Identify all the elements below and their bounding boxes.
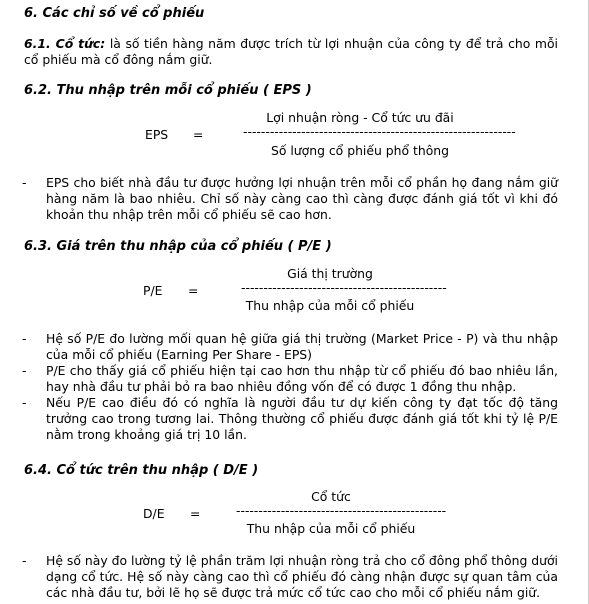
list-item: - P/E cho thấy giá cổ phiếu hiện tại cao hơn thu nhập từ cổ phiếu đó bao nhiêu lần, hay nhà đầu tư phải bỏ ra bao nhiêu đồng vốn để có được 1 đồng thu nhập. [22,363,558,394]
formula-pe-numerator: Giá thị trường [287,266,373,281]
list-item: - Hệ số P/E đo lường mối quan hệ giữa giá thị trường (Market Price - P) và thu nhập của mỗi cổ phiếu (Earning Per Share - EPS) [22,331,558,362]
list-eps [0,175,589,223]
formula-de-fraction-line: ----------------------------------------------- [236,503,447,518]
formula-pe-equals: = [188,283,199,298]
heading-pe: 6.3. Giá trên thu nhập của cổ phiếu ( P/E ) [24,239,332,254]
formula-eps-fraction-line: ------------------------------------------------------------- [243,124,516,139]
formula-eps-numerator: Lợi nhuận ròng - Cổ tức ưu đãi [266,110,454,125]
formula-de-numerator: Cổ tức [311,489,351,504]
heading-eps: 6.2. Thu nhập trên mỗi cổ phiếu ( EPS ) [24,83,312,98]
list-de [0,553,589,601]
formula-de-name: D/E [143,506,165,521]
formula-de-denominator: Thu nhập của mỗi cổ phiếu [246,521,416,536]
formula-de-equals: = [190,506,201,521]
heading-de: 6.4. Cổ tức trên thu nhập ( D/E ) [24,463,259,478]
formula-pe-fraction-line: ---------------------------------------------- [241,280,447,295]
list-item: - Nếu P/E cao điều đó có nghĩa là người đầu tư dự kiến công ty đạt tốc độ tăng trưởng cao trong tương lai. Thông thường cổ phiếu được đánh giá tốt khi tỷ lệ P/E nằm trong khoảng giá trị 10 lần. [22,395,558,442]
list-item: - Hệ số này đo lường tỷ lệ phần trăm lợi nhuận ròng trả cho cổ đông phổ thông dưới dạng cổ tức. Hệ số này càng cao thì cổ phiếu đó càng nhận được sự quan tâm của các nhà đầu tư, bởi lẽ họ sẽ được trả mức cổ tức cao cho mỗi cổ phiếu nắm giữ. [22,553,558,600]
list-item: - EPS cho biết nhà đầu tư được hưởng lợi nhuận trên mỗi cổ phần họ đang nắm giữ hàng năm là bao nhiêu. Chỉ số này càng cao thì càng được đánh giá tốt vì khi đó khoản thu nhập trên mỗi cổ phiếu sẽ cao hơn. [22,175,558,222]
dividend-definition: là số tiền hàng năm được trích từ lợi nhuận của công ty để trả cho mỗi cổ phiếu mà cổ đông nắm giữ. [24,36,558,67]
formula-pe-denominator: Thu nhập của mỗi cổ phiếu [245,298,415,313]
list-pe [0,331,589,443]
formula-eps-equals: = [193,127,204,142]
formula-eps-name: EPS [145,127,169,142]
paragraph-dividend [24,36,558,68]
section-title: 6. Các chỉ số về cổ phiếu [24,6,205,21]
heading-dividend: 6.1. Cổ tức: [24,36,106,51]
formula-eps-denominator: Số lượng cổ phiếu phổ thông [270,143,450,158]
formula-pe-name: P/E [143,283,163,298]
